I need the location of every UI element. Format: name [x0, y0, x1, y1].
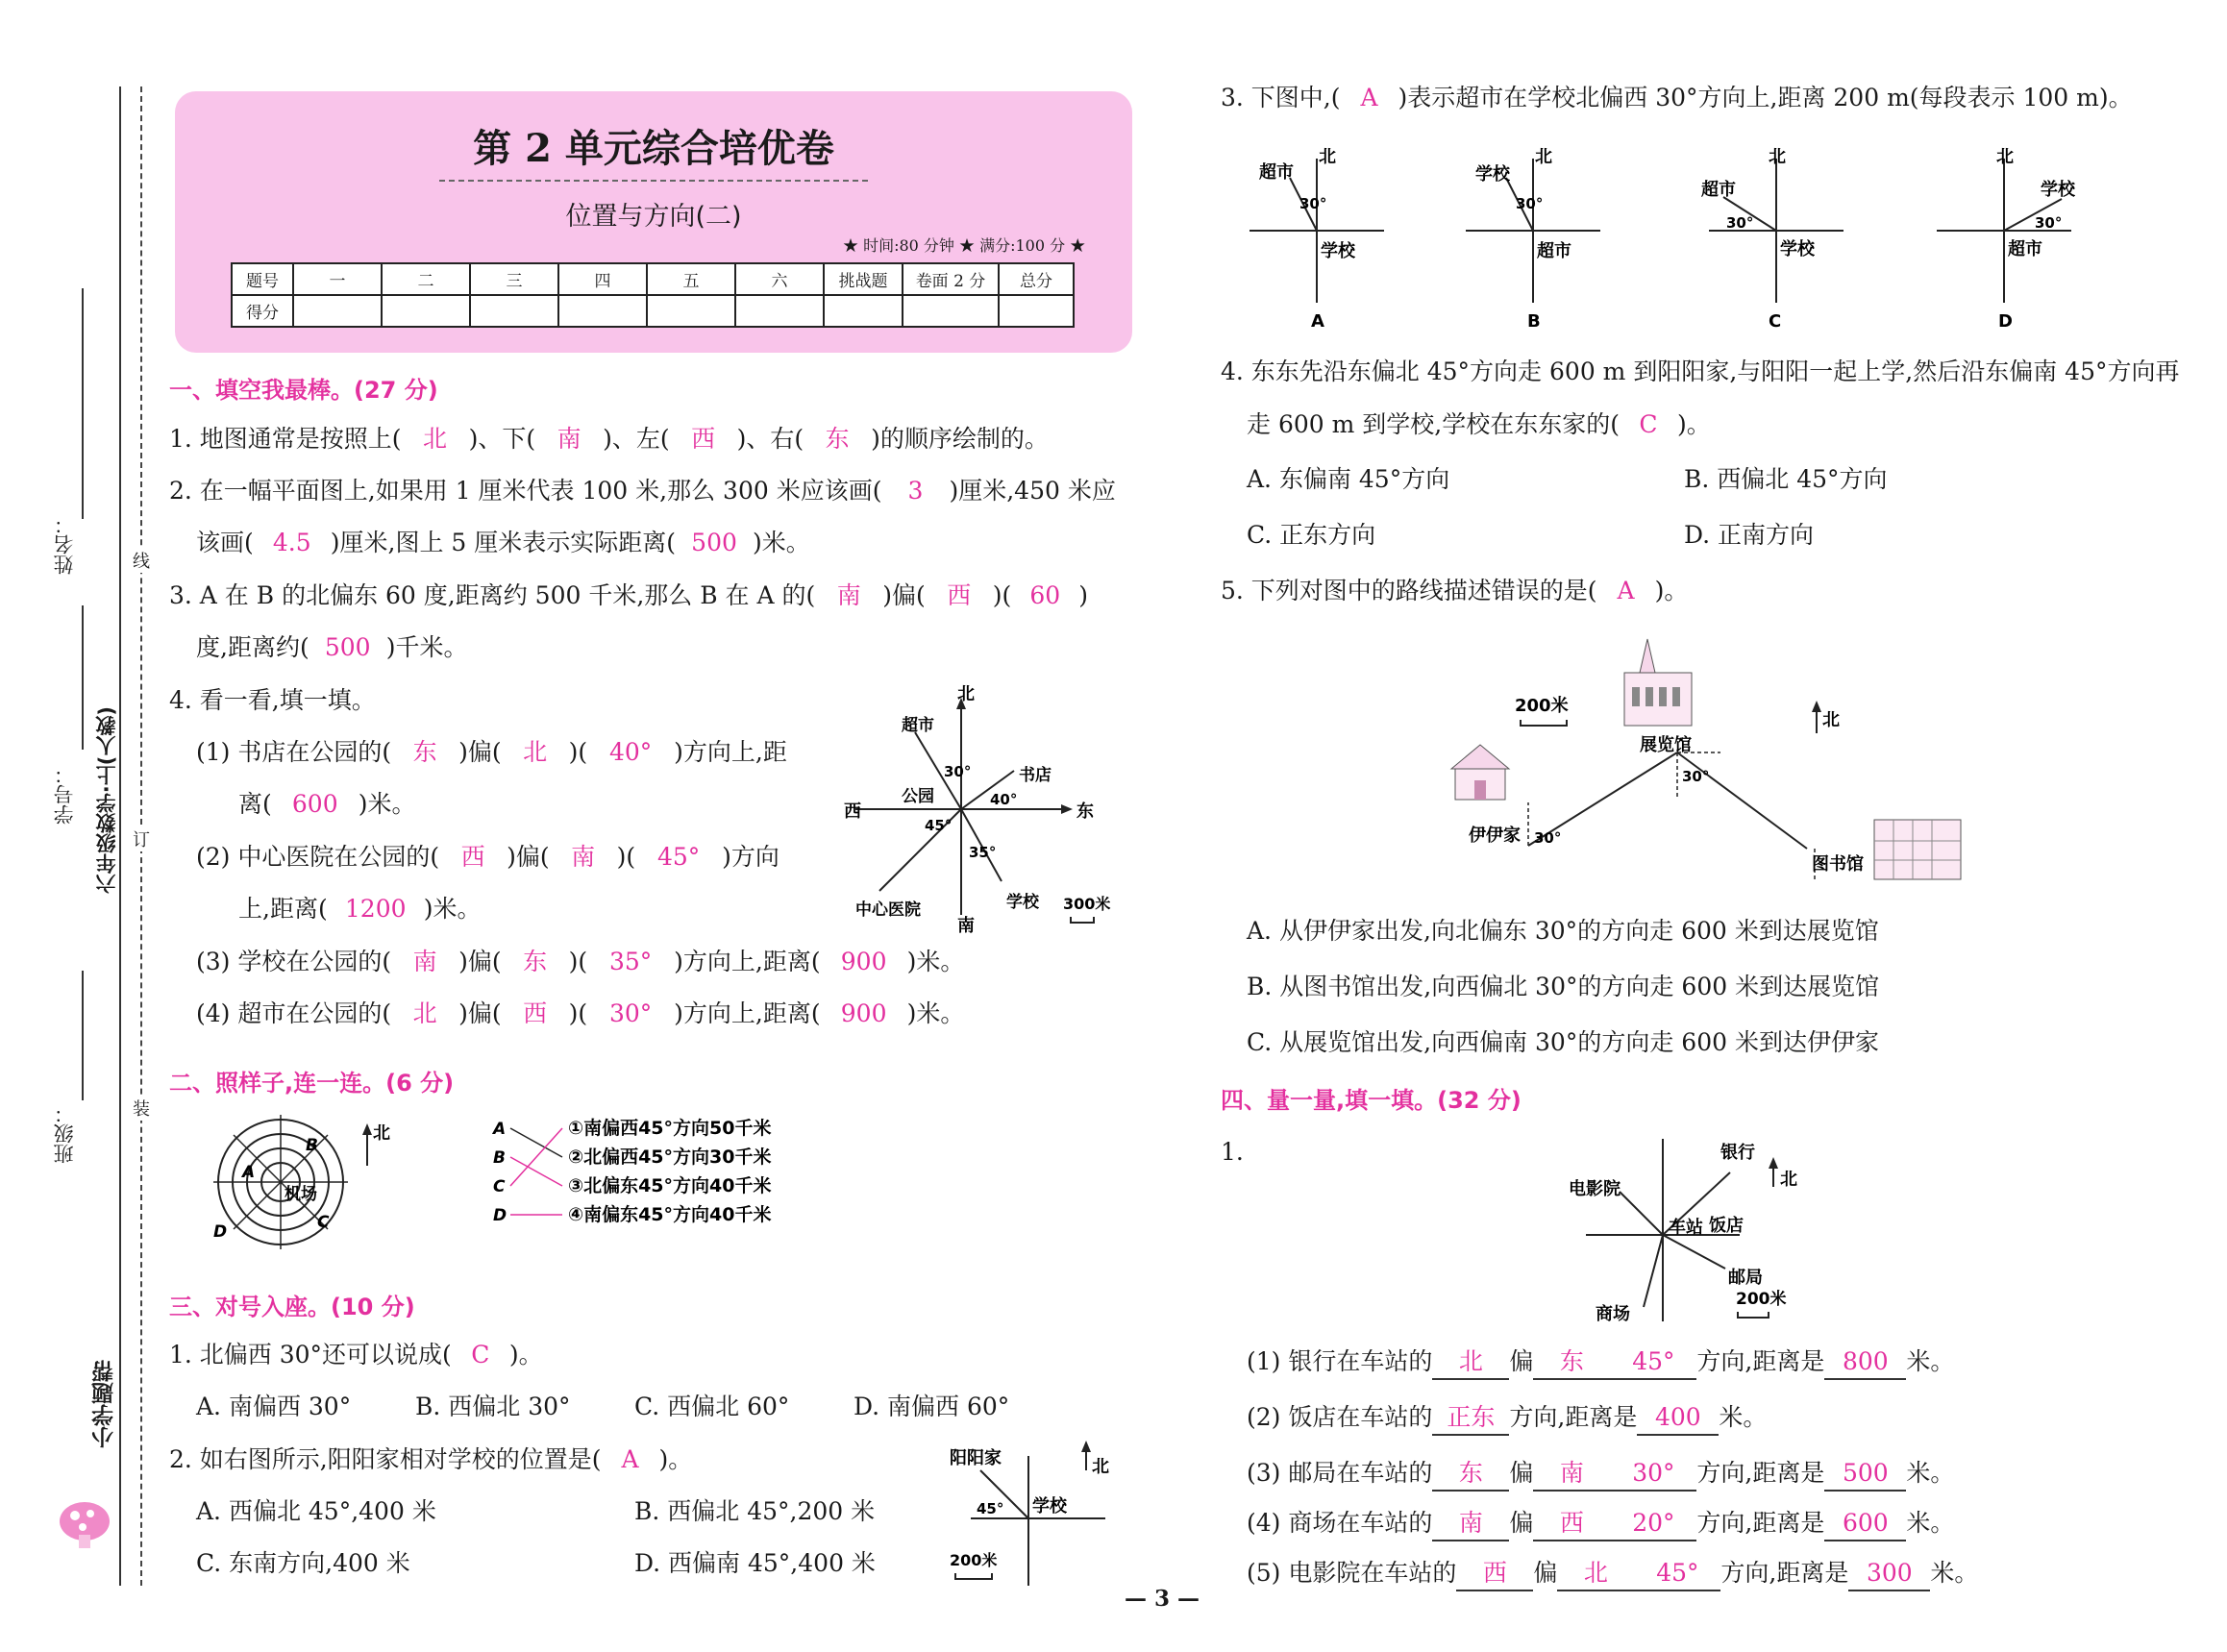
- text: )。: [658, 1445, 693, 1473]
- answer: 西: [691, 425, 716, 453]
- answer: A: [1360, 84, 1378, 111]
- q3-2-opt-a: A. 西偏北 45°,400 米: [196, 1497, 436, 1525]
- score-cell[interactable]: [647, 295, 735, 327]
- q1-4-title: 4. 看一看,填一填。: [169, 686, 376, 714]
- text: )、右(: [736, 425, 804, 453]
- score-table: [231, 262, 1075, 328]
- answer: 30°: [609, 999, 653, 1027]
- q3-1-opt-a: A. 南偏西 30°: [196, 1393, 352, 1420]
- text: (1) 银行在车站的: [1247, 1347, 1433, 1375]
- text: )米。: [906, 999, 965, 1027]
- west-label: 西: [844, 801, 861, 822]
- q1-2-line2: [196, 527, 810, 559]
- p1: 学校: [2041, 180, 2075, 200]
- p1: 学校: [1475, 164, 1510, 185]
- answer-blank: 30°: [1610, 1457, 1696, 1492]
- answer-blank: 北: [1557, 1557, 1634, 1591]
- q4-1-num: 1.: [1221, 1138, 1244, 1166]
- text: )(: [616, 843, 636, 871]
- cut-mark-zhuang: 装: [133, 1096, 150, 1121]
- match-a: A: [493, 1120, 507, 1139]
- score-header-cell: 一: [293, 263, 382, 295]
- score-row: [232, 295, 1074, 327]
- q1-4-p2-line1: [196, 841, 779, 874]
- q3-4-line2: [1247, 408, 1711, 441]
- q3-2-opt-b: B. 西偏北 45°,200 米: [634, 1497, 876, 1525]
- answer-blank: 500: [1824, 1457, 1906, 1492]
- north-label: 北: [1780, 1170, 1797, 1190]
- brand-label: 小学题帮: [92, 1360, 117, 1448]
- q3-3: [1221, 82, 2133, 114]
- answer: C: [1639, 410, 1658, 438]
- text: 2. 在一幅平面图上,如果用 1 厘米代表 100 米,那么 300 米应该画(: [169, 477, 882, 505]
- text: 米。: [1930, 1559, 1979, 1587]
- answer: A: [621, 1445, 639, 1473]
- text: )方向上,距离(: [674, 999, 821, 1027]
- score-header-cell: 卷面 2 分: [903, 263, 999, 295]
- post-label: 邮局: [1728, 1268, 1763, 1288]
- score-cell[interactable]: [824, 295, 903, 327]
- page-title: 第 2 单元综合培优卷: [473, 126, 834, 171]
- q3-5-opt-c: C. 从展览馆出发,向西偏南 30°的方向走 600 米到达伊伊家: [1247, 1028, 1879, 1056]
- supermarket-label: 超市: [902, 716, 934, 735]
- text: 米。: [1906, 1347, 1955, 1375]
- airport-circle-diagram: [202, 1110, 413, 1254]
- text: (3) 邮局在车站的: [1247, 1459, 1433, 1487]
- score-cell[interactable]: [293, 295, 382, 327]
- bank-label: 银行: [1720, 1143, 1755, 1163]
- answer-blank: 45°: [1634, 1557, 1720, 1591]
- north: 北: [1769, 147, 1786, 167]
- text: )厘米,图上 5 厘米表示实际距离(: [330, 529, 677, 556]
- match-item-3: ③北偏东45°方向40千米: [568, 1175, 772, 1196]
- score-cell[interactable]: [470, 295, 558, 327]
- answer: 西: [460, 843, 485, 871]
- answer-blank: 南: [1533, 1457, 1610, 1492]
- scale-label: 200米: [1736, 1290, 1787, 1309]
- north-label: 北: [957, 684, 975, 704]
- q1-4-p1-line2: [238, 788, 416, 821]
- cinema-label: 电影院: [1569, 1179, 1621, 1199]
- title-divider: [439, 180, 868, 182]
- match-item-1: ①南偏西45°方向50千米: [568, 1118, 772, 1139]
- text: 3. 下图中,(: [1221, 84, 1341, 111]
- text: 偏: [1509, 1509, 1534, 1537]
- q1-4-p3: [196, 946, 964, 978]
- page-subtitle: 位置与方向(二): [565, 202, 742, 232]
- text: )偏(: [507, 843, 550, 871]
- point-d: D: [213, 1222, 228, 1242]
- q4-1-row: [1247, 1457, 1954, 1492]
- text: (1) 书店在公园的(: [196, 738, 392, 766]
- answer-blank: 45°: [1610, 1345, 1696, 1380]
- answer: 东: [412, 738, 437, 766]
- matching-exercise: [485, 1113, 803, 1238]
- station-label: 车站: [1669, 1218, 1703, 1238]
- text: )偏(: [458, 999, 502, 1027]
- q3-4-opt-b: B. 西偏北 45°方向: [1684, 465, 1888, 493]
- q1-3-line1: [169, 579, 1088, 612]
- answer-blank: 800: [1824, 1345, 1906, 1380]
- scale-label: 300米: [1063, 895, 1111, 913]
- text: )千米。: [385, 633, 468, 661]
- q4-1-row: [1247, 1345, 1954, 1380]
- grade-label: 六年级数学·上(人教): [95, 706, 118, 895]
- q3-1-opt-b: B. 西偏北 30°: [415, 1393, 571, 1420]
- text: (3) 学校在公园的(: [196, 948, 392, 975]
- answer-blank: 20°: [1610, 1507, 1696, 1541]
- hospital-label: 中心医院: [855, 900, 921, 920]
- text: 偏: [1509, 1459, 1534, 1487]
- library-label: 图书馆: [1812, 854, 1864, 875]
- east-label: 东: [1076, 801, 1094, 822]
- answer: C: [471, 1341, 490, 1368]
- score-cell[interactable]: [558, 295, 647, 327]
- text: )米。: [423, 895, 482, 923]
- score-header-cell: 挑战题: [824, 263, 903, 295]
- angle: 30°: [2035, 214, 2063, 232]
- p2: 超市: [2008, 239, 2042, 259]
- text: 度,距离约(: [196, 633, 309, 661]
- cut-mark-ding: 订: [133, 826, 150, 851]
- match-item-4: ④南偏东45°方向40千米: [568, 1204, 772, 1225]
- section3-title: 三、对号入座。(10 分): [169, 1294, 415, 1320]
- page-number: — 3 —: [1125, 1586, 1200, 1612]
- q1-1: [169, 423, 1049, 456]
- north-label: 北: [373, 1123, 390, 1144]
- angle-35: 35°: [969, 844, 997, 861]
- scale-label: 200米: [950, 1551, 998, 1569]
- class-label: 班级：: [53, 1103, 76, 1164]
- text: )偏(: [458, 738, 502, 766]
- text: 3. A 在 B 的北偏东 60 度,距离约 500 千米,那么 B 在 A 的(: [169, 581, 816, 609]
- school-label: 学校: [1006, 893, 1039, 912]
- answer: 东: [825, 425, 850, 453]
- section2-title: 二、照样子,连一连。(6 分): [169, 1070, 455, 1097]
- answer: 西: [947, 581, 972, 609]
- cut-mark-line: 线: [133, 548, 150, 573]
- match-d: D: [493, 1206, 507, 1225]
- q1-3-line2: [196, 631, 467, 664]
- text: )方向: [722, 843, 779, 871]
- q3-3-figure-d: [1927, 139, 2091, 332]
- text: )(: [992, 581, 1012, 609]
- score-header-cell: 题号: [232, 263, 293, 295]
- q3-4-opt-c: C. 正东方向: [1247, 521, 1376, 549]
- q1-4-p2-line2: [238, 893, 481, 925]
- answer-blank: 600: [1824, 1507, 1906, 1541]
- angle: 30°: [1516, 195, 1544, 212]
- answer: 500: [691, 529, 737, 556]
- answer: A: [1617, 577, 1635, 604]
- p2: 超市: [1537, 241, 1571, 261]
- angle-1: 30°: [1534, 829, 1562, 847]
- text: (4) 商场在车站的: [1247, 1509, 1433, 1537]
- answer: 北: [523, 738, 548, 766]
- section1-title: 一、填空我最棒。(27 分): [169, 377, 438, 404]
- text: )。: [1676, 410, 1711, 438]
- bookstore-label: 书店: [1019, 766, 1052, 785]
- text: )米。: [358, 790, 416, 818]
- text: )、左(: [603, 425, 670, 453]
- answer: 600: [291, 790, 338, 818]
- answer: 东: [523, 948, 548, 975]
- answer: 35°: [609, 948, 653, 975]
- answer: 南: [412, 948, 437, 975]
- score-header-cell: 四: [558, 263, 647, 295]
- match-item-2: ②北偏西45°方向30千米: [568, 1147, 772, 1168]
- q3-4-opt-a: A. 东偏南 45°方向: [1247, 465, 1450, 493]
- angle-label: 45°: [977, 1500, 1004, 1517]
- q3-2-opt-c: C. 东南方向,400 米: [196, 1549, 410, 1577]
- q1-4-p4: [196, 998, 964, 1030]
- text: )方向上,距离(: [674, 948, 821, 975]
- home-label: 阳阳家: [950, 1448, 1002, 1468]
- class-underline: [82, 971, 84, 1100]
- point-c: C: [317, 1213, 330, 1232]
- yangyang-home-diagram: [923, 1437, 1129, 1590]
- text: )。: [1654, 577, 1689, 604]
- q3-3-figure-c: [1699, 139, 1853, 332]
- text: 偏: [1533, 1559, 1558, 1587]
- answer-blank: 正东: [1432, 1401, 1509, 1436]
- q1-4-p1-line1: [196, 736, 787, 769]
- answer: 900: [840, 999, 887, 1027]
- angle: 30°: [1299, 195, 1327, 212]
- angle-2: 30°: [1682, 768, 1710, 785]
- park-label: 公园: [902, 787, 934, 806]
- q3-5: [1221, 575, 1688, 607]
- north: 北: [1535, 147, 1552, 167]
- score-header-row: [232, 263, 1074, 295]
- answer: 3: [907, 477, 924, 505]
- text: )偏(: [458, 948, 502, 975]
- score-header-cell: 总分: [999, 263, 1074, 295]
- text: )(: [568, 738, 588, 766]
- text: 方向,距离是: [1696, 1509, 1825, 1537]
- q3-5-opt-a: A. 从伊伊家出发,向北偏东 30°的方向走 600 米到达展览馆: [1247, 917, 1879, 945]
- scale-label: 200米: [1515, 696, 1569, 716]
- p2: 学校: [1780, 239, 1815, 259]
- q3-3-figure-a: [1240, 139, 1394, 332]
- text: 上,距离(: [238, 895, 328, 923]
- text: 1. 地图通常是按照上(: [169, 425, 402, 453]
- station-diagram: [1567, 1129, 1817, 1331]
- text: 2. 如右图所示,阳阳家相对学校的位置是(: [169, 1445, 602, 1473]
- answer-blank: 西: [1533, 1507, 1610, 1541]
- answer: 1200: [344, 895, 407, 923]
- hotel-label: 饭店: [1709, 1216, 1744, 1236]
- text: 方向,距离是: [1696, 1347, 1825, 1375]
- q3-1: [169, 1339, 543, 1371]
- q3-4-line1: 4. 东东先沿东偏北 45°方向走 600 m 到阳阳家,与阳阳一起上学,然后沿东偏南 45°方向再: [1221, 358, 2180, 385]
- text: )。: [508, 1341, 543, 1368]
- text: 该画(: [196, 529, 254, 556]
- text: 方向,距离是: [1720, 1559, 1849, 1587]
- score-cell[interactable]: [735, 295, 824, 327]
- angle-40: 40°: [990, 791, 1018, 808]
- north-label: 北: [1822, 710, 1840, 730]
- answer: 南: [836, 581, 861, 609]
- text: 米。: [1906, 1509, 1955, 1537]
- exam-meta: ★ 时间:80 分钟 ★ 满分:100 分 ★: [843, 236, 1086, 255]
- fig-label: A: [1311, 311, 1324, 332]
- score-header-cell: 六: [735, 263, 824, 295]
- text: 走 600 m 到学校,学校在东东家的(: [1247, 410, 1620, 438]
- answer-blank: 东: [1533, 1345, 1610, 1380]
- text: )的顺序绘制的。: [871, 425, 1049, 453]
- p1: 超市: [1701, 180, 1736, 200]
- text: )(: [568, 948, 588, 975]
- south-label: 南: [957, 916, 975, 934]
- text: ): [1078, 581, 1089, 609]
- score-row-label: 得分: [232, 295, 293, 327]
- fig-label: B: [1527, 311, 1541, 332]
- airport-label: 机场: [285, 1185, 317, 1204]
- name-underline: [82, 288, 84, 519]
- answer: 900: [840, 948, 887, 975]
- text: )米。: [753, 529, 810, 556]
- student-no-underline: [82, 605, 84, 750]
- north: 北: [1319, 147, 1336, 167]
- north: 北: [1996, 147, 2014, 167]
- mushroom-logo: [56, 1494, 123, 1552]
- header-panel: [175, 91, 1132, 353]
- angle-30: 30°: [944, 763, 972, 780]
- q3-2: [169, 1443, 692, 1476]
- answer: 45°: [657, 843, 701, 871]
- answer-blank: 400: [1637, 1401, 1719, 1436]
- point-a: A: [242, 1163, 256, 1182]
- text: )、下(: [468, 425, 536, 453]
- q1-2-line1: [169, 475, 1116, 507]
- text: )方向上,距: [674, 738, 787, 766]
- section4-title: 四、量一量,填一填。(32 分): [1221, 1087, 1522, 1114]
- answer-blank: 北: [1432, 1345, 1509, 1380]
- match-c: C: [493, 1177, 506, 1196]
- score-header-cell: 五: [647, 263, 735, 295]
- answer: 500: [324, 633, 371, 661]
- text: 离(: [238, 790, 272, 818]
- text: )表示超市在学校北偏西 30°方向上,距离 200 m(每段表示 100 m)。: [1398, 84, 2133, 111]
- answer: 北: [423, 425, 448, 453]
- q4-1-row: [1247, 1507, 1954, 1541]
- q3-2-opt-d: D. 西偏南 45°,400 米: [634, 1549, 876, 1577]
- answer: 南: [557, 425, 581, 453]
- text: (4) 超市在公园的(: [196, 999, 392, 1027]
- answer-blank: 西: [1456, 1557, 1533, 1591]
- fig-label: D: [1998, 311, 2013, 332]
- north-label: 北: [1092, 1457, 1109, 1477]
- q4-1-row: [1247, 1557, 1978, 1591]
- text: (5) 电影院在车站的: [1247, 1559, 1457, 1587]
- answer: 北: [412, 999, 437, 1027]
- score-header-cell: 三: [470, 263, 558, 295]
- text: )偏(: [882, 581, 926, 609]
- score-cell[interactable]: [903, 295, 999, 327]
- angle-45: 45°: [925, 817, 953, 834]
- q4-1-row: [1247, 1401, 1767, 1436]
- score-cell[interactable]: [999, 295, 1074, 327]
- text: 偏: [1509, 1347, 1534, 1375]
- answer: 40°: [609, 738, 653, 766]
- point-b: B: [306, 1136, 318, 1155]
- answer: 西: [523, 999, 548, 1027]
- q3-3-figure-b: [1456, 139, 1610, 332]
- hall-label: 展览馆: [1640, 735, 1692, 755]
- text: 米。: [1906, 1459, 1955, 1487]
- answer-blank: 南: [1432, 1507, 1509, 1541]
- text: 方向,距离是: [1509, 1403, 1638, 1431]
- match-b: B: [493, 1148, 506, 1168]
- score-cell[interactable]: [382, 295, 470, 327]
- text: )厘米,450 米应: [949, 477, 1116, 505]
- fig-label: C: [1769, 311, 1782, 332]
- student-no-label: 学号：: [53, 764, 76, 825]
- q3-1-opt-c: C. 西偏北 60°: [634, 1393, 790, 1420]
- text: (2) 饭店在车站的: [1247, 1403, 1433, 1431]
- text: )米。: [906, 948, 965, 975]
- home-label: 伊伊家: [1469, 826, 1521, 846]
- answer: 4.5: [272, 529, 311, 556]
- route-diagram: [1423, 629, 1999, 899]
- mall-label: 商场: [1596, 1304, 1630, 1324]
- answer: 南: [571, 843, 596, 871]
- answer: 60: [1029, 581, 1061, 609]
- q3-4-opt-d: D. 正南方向: [1684, 521, 1815, 549]
- score-header-cell: 二: [382, 263, 470, 295]
- q3-1-opt-d: D. 南偏西 60°: [854, 1393, 1010, 1420]
- name-label: 姓名：: [53, 514, 76, 575]
- answer-blank: 东: [1432, 1457, 1509, 1492]
- text: 5. 下列对图中的路线描述错误的是(: [1221, 577, 1597, 604]
- text: 1. 北偏西 30°还可以说成(: [169, 1341, 452, 1368]
- q3-5-opt-b: B. 从图书馆出发,向西偏北 30°的方向走 600 米到达展览馆: [1247, 973, 1880, 1000]
- school-label: 学校: [1032, 1496, 1067, 1516]
- text: 方向,距离是: [1696, 1459, 1825, 1487]
- text: )(: [568, 999, 588, 1027]
- text: (2) 中心医院在公园的(: [196, 843, 440, 871]
- park-map-diagram: [836, 684, 1125, 934]
- text: 米。: [1719, 1403, 1768, 1431]
- answer-blank: 300: [1848, 1557, 1930, 1591]
- p1: 超市: [1259, 162, 1294, 183]
- angle: 30°: [1726, 214, 1754, 232]
- p2: 学校: [1321, 241, 1355, 261]
